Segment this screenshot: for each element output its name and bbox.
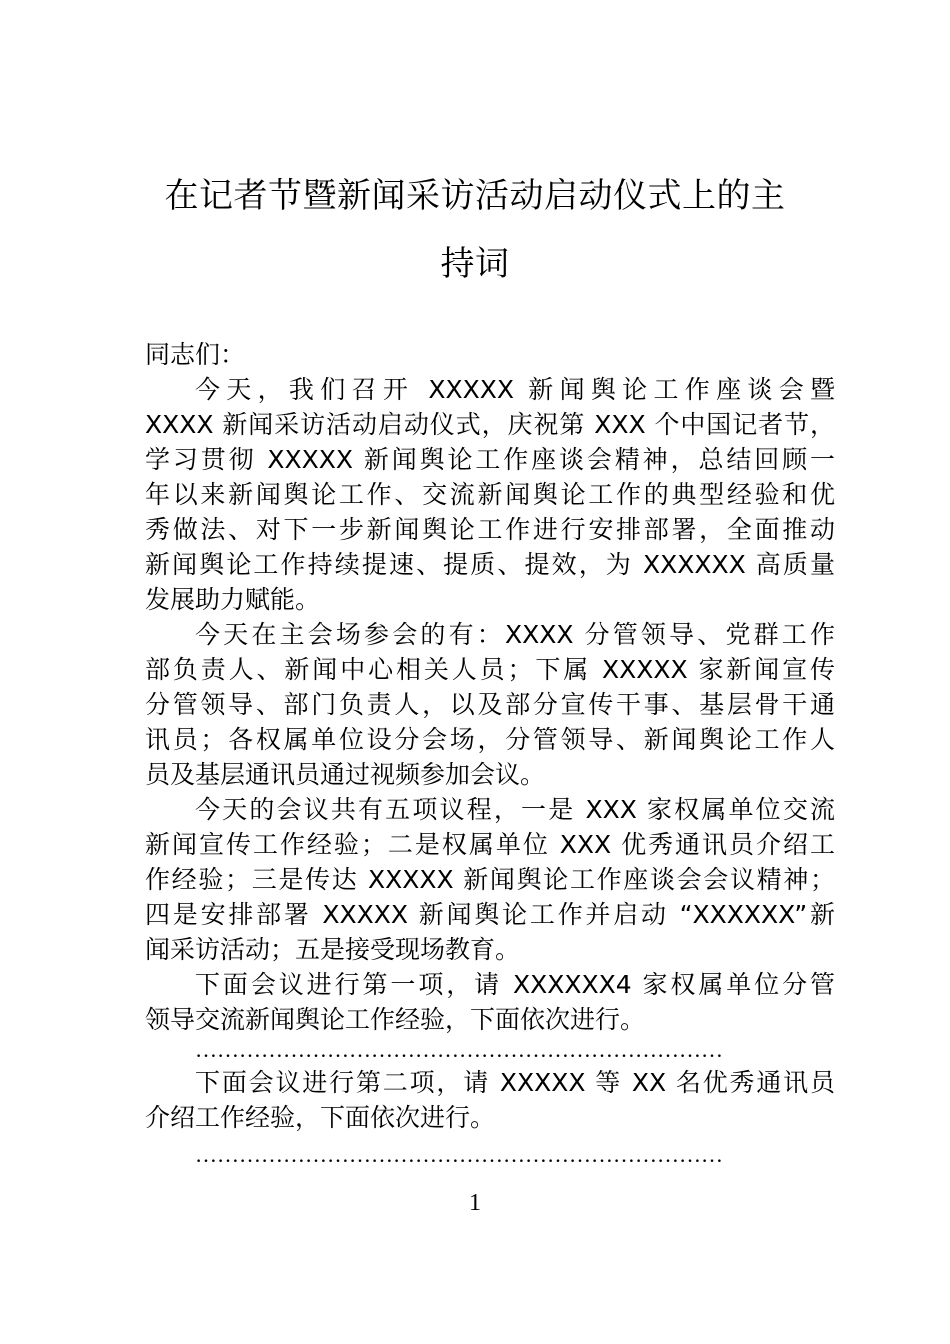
paragraph-5-line-1: 下面会议进行第二项，请 XXXXX 等 XX 名优秀通讯员	[195, 1068, 835, 1097]
paragraph-2-line-1: 今天在主会场参会的有：XXXX 分管领导、党群工作	[195, 620, 835, 649]
paragraph-1-line-4: 年以来新闻舆论工作、交流新闻舆论工作的典型经验和优	[145, 480, 835, 509]
paragraph-4-line-2: 领导交流新闻舆论工作经验，下面依次进行。	[145, 1005, 646, 1034]
paragraph-5-line-2: 介绍工作经验，下面依次进行。	[145, 1103, 496, 1132]
paragraph-2-line-3: 分管领导、部门负责人，以及部分宣传干事、基层骨干通	[145, 690, 835, 719]
document-title-line-1: 在记者节暨新闻采访活动启动仪式上的主	[164, 176, 786, 216]
paragraph-4-line-1: 下面会议进行第一项，请 XXXXXX4 家权属单位分管	[195, 970, 835, 999]
paragraph-2-line-5: 员及基层通讯员通过视频参加会议。	[145, 760, 546, 789]
paragraph-3-line-4: 四是安排部署 XXXXX 新闻舆论工作并启动 “XXXXXX”新	[145, 900, 835, 929]
page-number: 1	[469, 1190, 481, 1216]
paragraph-1-line-5: 秀做法、对下一步新闻舆论工作进行安排部署，全面推动	[145, 515, 835, 544]
paragraph-3-line-2: 新闻宣传工作经验；二是权属单位 XXX 优秀通讯员介绍工	[145, 830, 835, 859]
paragraph-2-line-4: 讯员；各权属单位设分会场，分管领导、新闻舆论工作人	[145, 725, 835, 754]
paragraph-1-line-3: 学习贯彻 XXXXX 新闻舆论工作座谈会精神，总结回顾一	[145, 445, 835, 474]
paragraph-3-line-1: 今天的会议共有五项议程，一是 XXX 家权属单位交流	[195, 795, 835, 824]
ellipsis-divider-1: ………………………………………………………………	[195, 1037, 723, 1062]
paragraph-1-line-6: 新闻舆论工作持续提速、提质、提效，为 XXXXXX 高质量	[145, 550, 835, 579]
paragraph-2-line-2: 部负责人、新闻中心相关人员；下属 XXXXX 家新闻宣传	[145, 655, 835, 684]
paragraph-1-line-1: 今天，我们召开 XXXXX 新闻舆论工作座谈会暨	[195, 375, 835, 404]
paragraph-1-line-7: 发展助力赋能。	[145, 585, 321, 614]
paragraph-3-line-5: 闻采访活动；五是接受现场教育。	[145, 935, 521, 964]
ellipsis-divider-2: ………………………………………………………………	[195, 1142, 723, 1167]
paragraph-3-line-3: 作经验；三是传达 XXXXX 新闻舆论工作座谈会会议精神；	[145, 865, 835, 894]
paragraph-1-line-2: XXXX 新闻采访活动启动仪式，庆祝第 XXX 个中国记者节，	[145, 410, 835, 439]
salutation: 同志们：	[145, 340, 246, 369]
document-title-line-2: 持词	[440, 244, 510, 284]
